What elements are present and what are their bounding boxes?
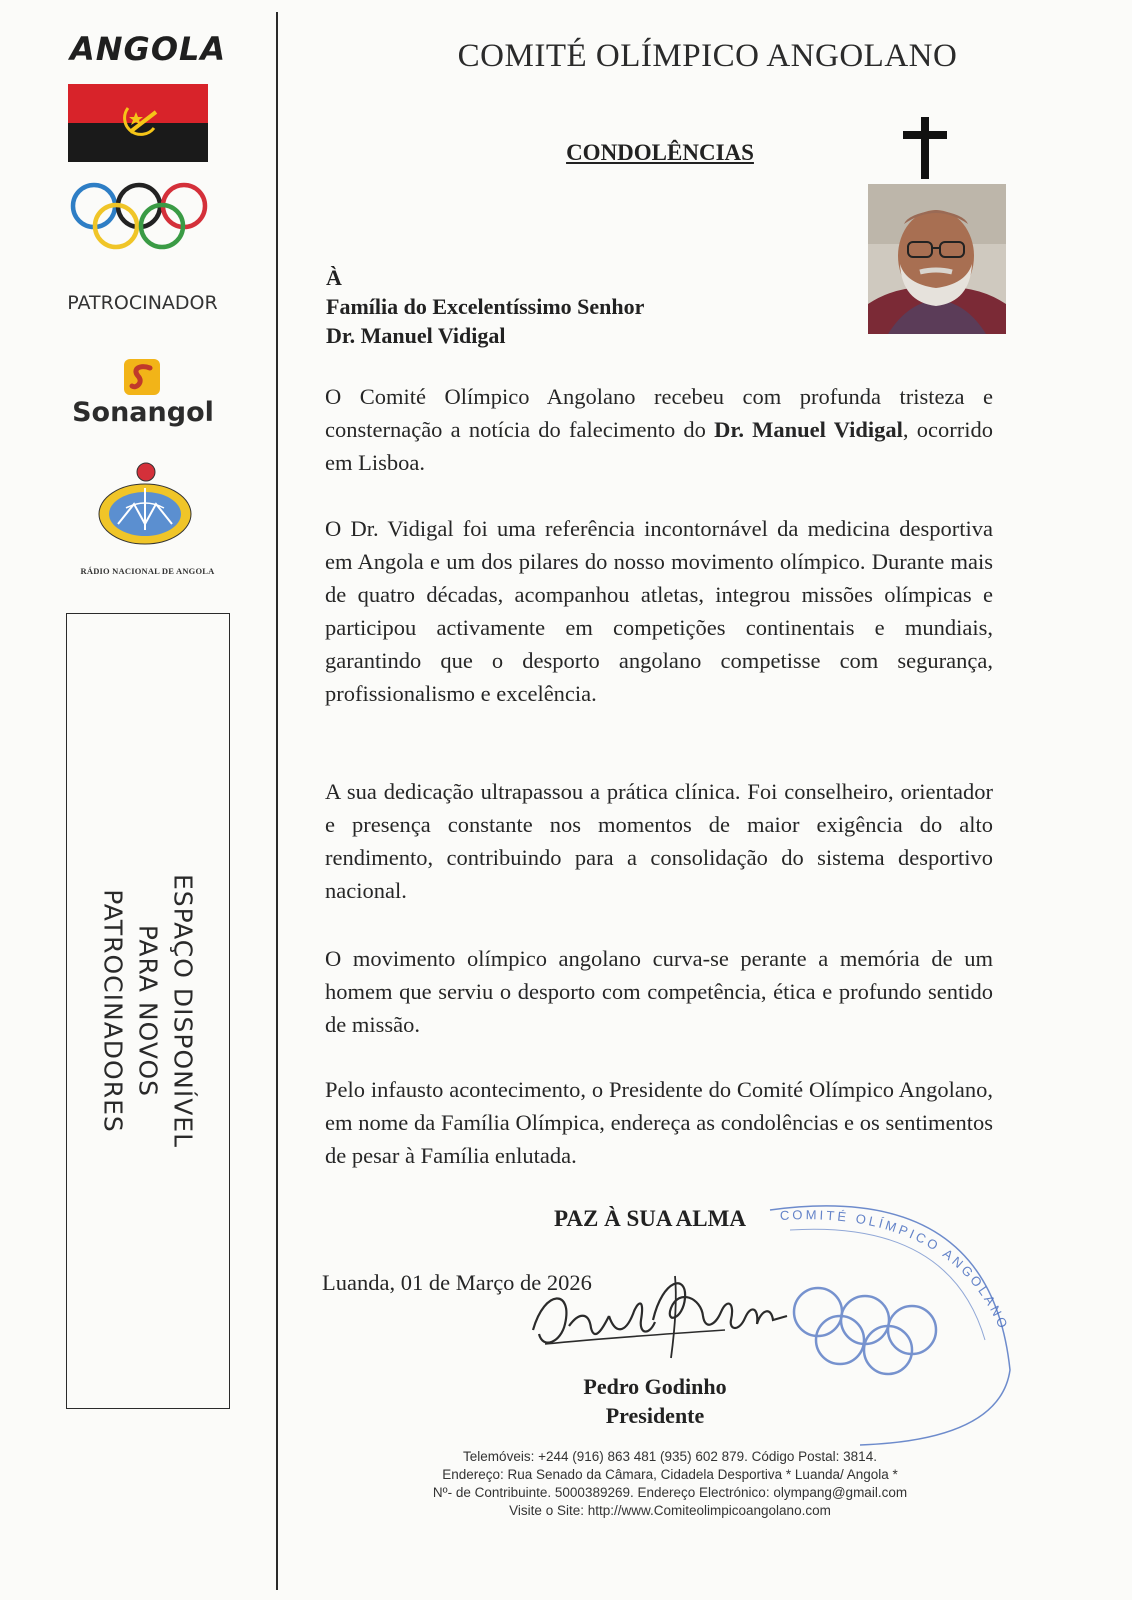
- footer-tax-email: Nº- de Contribuinte. 5000389269. Endereço Electrónico: olympang@gmail.com: [432, 1485, 908, 1500]
- handwritten-signature: [525, 1268, 825, 1368]
- signer-name: Pedro Godinho: [583, 1374, 727, 1399]
- angola-flag: [68, 84, 208, 162]
- country-name: ANGOLA: [70, 30, 227, 68]
- sonangol-logo: [122, 357, 162, 397]
- letter-title: CONDOLÊNCIAS: [566, 140, 754, 165]
- closing-phrase: PAZ À SUA ALMA: [554, 1206, 746, 1231]
- place-and-date: Luanda, 01 de Março de 2026: [322, 1270, 592, 1295]
- signer-role: Presidente: [605, 1403, 705, 1428]
- addressee-block: [326, 263, 846, 350]
- sponsor-space-box: [66, 613, 230, 1409]
- radio-nacional-caption: RÁDIO NACIONAL DE ANGOLA: [80, 566, 215, 576]
- sponsor-space-line: ESPAÇO DISPONÍVEL: [168, 873, 198, 1149]
- footer-phones: Telemóveis: +244 (916) 863 481 (935) 602 879. Código Postal: 3814.: [463, 1449, 877, 1464]
- sponsor-label: PATROCINADOR: [67, 292, 218, 314]
- paragraph-4: O movimento olímpico angolano curva-se perante a memória de um homem que serviu o desporto com competência, ética e profundo sentido de missão.: [325, 946, 993, 1037]
- paragraph-5: Pelo infausto acontecimento, o Presidente do Comité Olímpico Angolano, em nome da Família Olímpica, endereça as condolências e os sentimentos de pesar à Família enlutada.: [325, 1077, 993, 1168]
- radio-nacional-logo: [96, 458, 194, 550]
- paragraph-1-end: , ocorrido em Lisboa.: [325, 417, 993, 475]
- paragraph-1-text: O Comité Olímpico Angolano recebeu com profunda tristeza e consternação a notícia do falecimento do: [325, 384, 993, 442]
- addressee-line: Dr. Manuel Vidigal: [326, 323, 506, 348]
- addressee-line: À: [326, 265, 342, 290]
- footer-website: Visite o Site: http://www.Comiteolimpicoangolano.com: [509, 1503, 831, 1518]
- stamp-text: COMITÉ OLÍMPICO ANGOLANO: [779, 1207, 1012, 1333]
- cross-icon: [897, 115, 953, 181]
- sponsor-space-line: PATROCINADORES: [98, 889, 128, 1133]
- portrait-photo: [868, 184, 1006, 334]
- contact-footer: [390, 1448, 950, 1520]
- sonangol-name: Sonangol: [72, 397, 214, 428]
- organization-title: COMITÉ OLÍMPICO ANGOLANO: [457, 38, 958, 74]
- sponsor-space-line: PARA NOVOS: [133, 924, 163, 1098]
- deceased-name: Dr. Manuel Vidigal: [714, 417, 903, 442]
- paragraph-1: [325, 380, 993, 479]
- addressee-line: Família do Excelentíssimo Senhor: [326, 294, 645, 319]
- paragraph-3: A sua dedicação ultrapassou a prática clínica. Foi conselheiro, orientador e presença constante nos momentos de maior exigência do alto rendimento, contribuindo para a consolidação do sistema desportivo nacional.: [325, 779, 993, 903]
- column-divider: [276, 12, 278, 1590]
- sponsor-space-text: [96, 631, 201, 1391]
- paragraph-2: O Dr. Vidigal foi uma referência incontornável da medicina desportiva em Angola e um dos pilares do nosso movimento olímpico. Durante mais de quatro décadas, acompanhou atletas, integrou missões olímpicas e participou activamente em competições continentais e mundiais, garantindo que o desporto angolano competisse com segurança, profissionalismo e excelência.: [325, 516, 993, 706]
- footer-address: Endereço: Rua Senado da Câmara, Cidadela Desportiva * Luanda/ Angola *: [442, 1467, 898, 1482]
- olympic-rings: [68, 180, 210, 252]
